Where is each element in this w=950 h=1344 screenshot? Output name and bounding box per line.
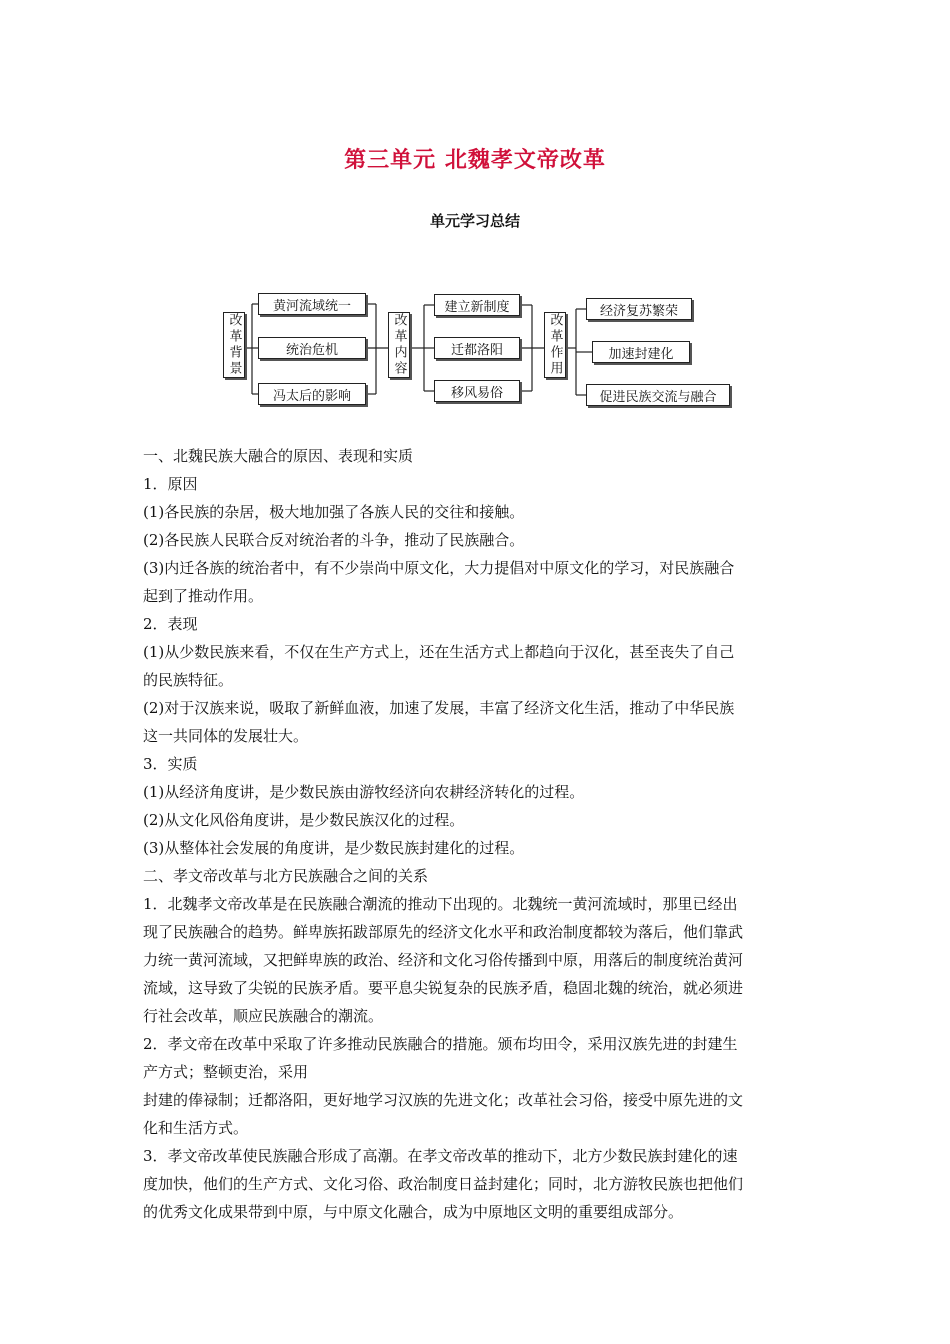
page-subtitle: 单元学习总结 <box>429 212 520 230</box>
text-line: 封建的俸禄制；迁都洛阳，更好地学习汉族的先进文化；改革社会习俗，接受中原先进的文 <box>143 1091 744 1109</box>
text-line: 的优秀文化成果带到中原，与中原文化融合，成为中原地区文明的重要组成部分。 <box>143 1203 684 1221</box>
text-line: 度加快，他们的生产方式、文化习俗、政治制度日益封建化；同时，北方游牧民族也把他们 <box>143 1175 744 1193</box>
text-line: 起到了推动作用。 <box>143 587 264 605</box>
diagram-item-new-institutions: 建立新制度 <box>434 294 520 316</box>
diagram-label-background: 改革背景 <box>223 312 245 378</box>
page-title: 第三单元 北魏孝文帝改革 <box>344 148 606 173</box>
text-line: 行社会改革，顺应民族融合的潮流。 <box>143 1007 384 1025</box>
text-line: 2．表现 <box>143 615 198 633</box>
body-text <box>143 442 811 1226</box>
text-line: 这一共同体的发展壮大。 <box>143 727 309 745</box>
text-line: 2．孝文帝在改革中采取了许多推动民族融合的措施。颁布均田令，采用汉族先进的封建生 <box>143 1035 738 1053</box>
diagram-label-effect: 改革作用 <box>544 312 566 378</box>
diagram-item-accelerate-feudalization: 加速封建化 <box>592 341 690 363</box>
text-line: 流域，这导致了尖锐的民族矛盾。要平息尖锐复杂的民族矛盾，稳固北魏的统治，就必须进 <box>143 979 744 997</box>
text-line: 一、北魏民族大融合的原因、表现和实质 <box>143 447 414 465</box>
text-line: 化和生活方式。 <box>143 1119 249 1137</box>
text-line: (2)各民族人民联合反对统治者的斗争，推动了民族融合。 <box>143 531 525 549</box>
text-line: 二、孝文帝改革与北方民族融合之间的关系 <box>143 867 429 885</box>
text-line: 力统一黄河流域，又把鲜卑族的政治、经济和文化习俗传播到中原，用落后的制度统治黄河 <box>143 951 744 969</box>
diagram-item-ruling-crisis: 统治危机 <box>258 337 366 359</box>
text-line: (3)内迁各族的统治者中，有不少崇尚中原文化，大力提倡对中原文化的学习，对民族融合 <box>143 559 735 577</box>
text-line: 3．实质 <box>143 755 198 773</box>
diagram-item-change-customs: 移风易俗 <box>434 380 520 402</box>
text-line: (1)从经济角度讲，是少数民族由游牧经济向农耕经济转化的过程。 <box>143 783 585 801</box>
text-line: 1．原因 <box>143 475 198 493</box>
text-line: 3．孝文帝改革使民族融合形成了高潮。在孝文帝改革的推动下，北方少数民族封建化的速 <box>143 1147 738 1165</box>
text-line: 产方式；整顿吏治，采用 <box>143 1063 309 1081</box>
diagram-item-empress-feng-influence: 冯太后的影响 <box>258 383 366 405</box>
text-line: 现了民族融合的趋势。鲜卑族拓跋部原先的经济文化水平和政治制度都较为落后，他们靠武 <box>143 923 744 941</box>
text-line: 1．北魏孝文帝改革是在民族融合潮流的推动下出现的。北魏统一黄河流域时，那里已经出 <box>143 895 738 913</box>
diagram-item-economic-recovery: 经济复苏繁荣 <box>586 298 692 320</box>
diagram-item-yellow-river-unification: 黄河流域统一 <box>258 293 366 315</box>
text-line: (1)各民族的杂居，极大地加强了各族人民的交往和接触。 <box>143 503 525 521</box>
text-line: (3)从整体社会发展的角度讲，是少数民族封建化的过程。 <box>143 839 525 857</box>
concept-diagram-connectors <box>0 0 950 430</box>
text-line: 的民族特征。 <box>143 671 234 689</box>
text-line: (2)从文化风俗角度讲，是少数民族汉化的过程。 <box>143 811 465 829</box>
diagram-label-content: 改革内容 <box>388 312 410 378</box>
text-line: (1)从少数民族来看，不仅在生产方式上，还在生活方式上都趋向于汉化，甚至丧失了自己 <box>143 643 735 661</box>
diagram-item-move-capital-luoyang: 迁都洛阳 <box>434 337 520 359</box>
diagram-item-promote-ethnic-fusion: 促进民族交流与融合 <box>586 384 730 406</box>
text-line: (2)对于汉族来说，吸取了新鲜血液，加速了发展，丰富了经济文化生活，推动了中华民族 <box>143 699 735 717</box>
